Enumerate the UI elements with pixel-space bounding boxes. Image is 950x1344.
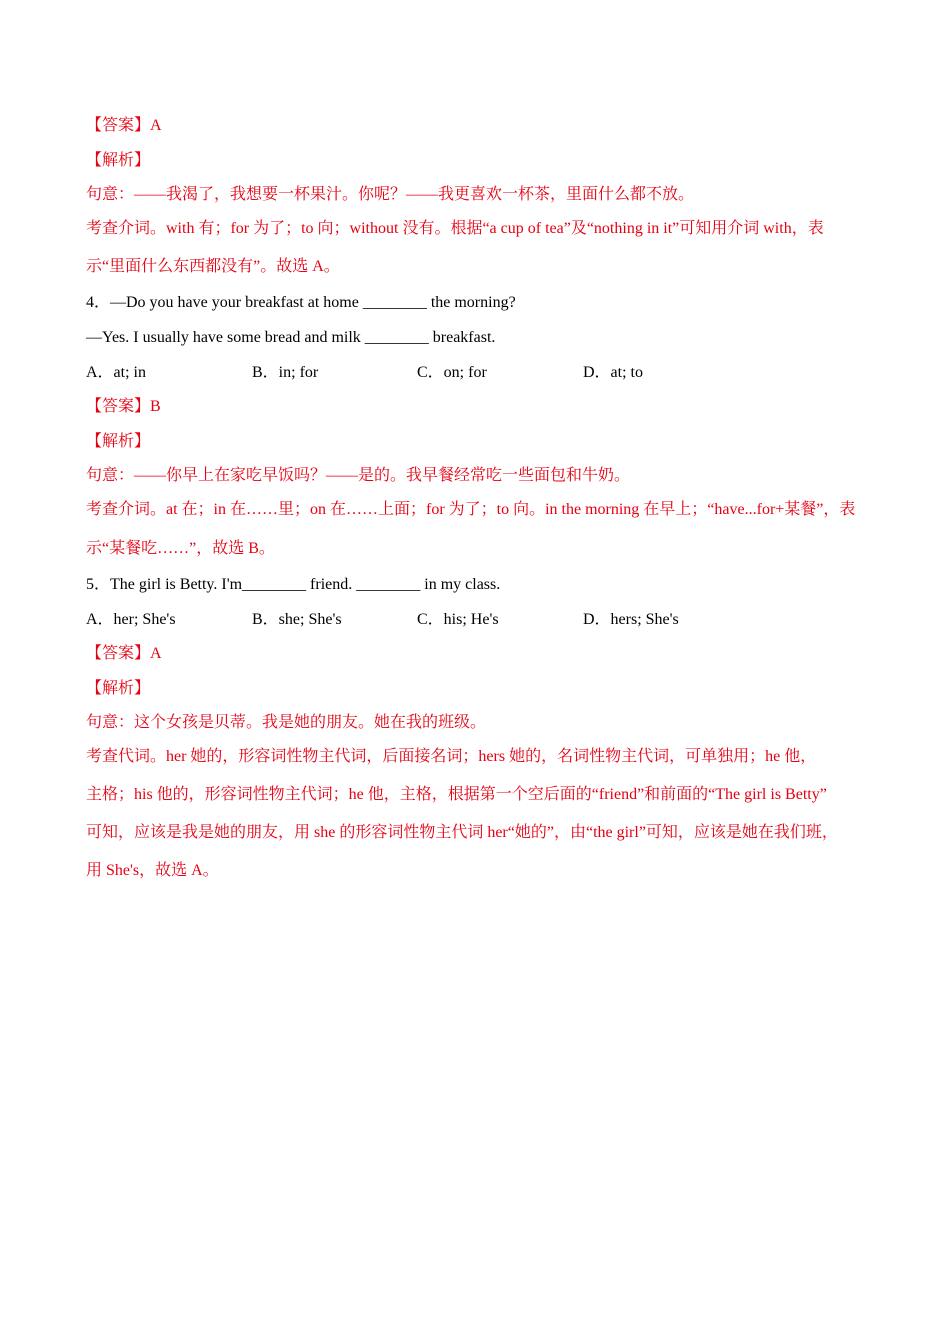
q4-stem-line-1: 4．—Do you have your breakfast at home ________ the morning? — [86, 294, 516, 311]
q3-answer: 【答案】A — [86, 117, 162, 134]
q4-option-a: A．at; in — [86, 364, 146, 381]
q4-option-c: C．on; for — [417, 364, 487, 381]
q5-option-c: C．his; He's — [417, 611, 499, 628]
q4-meaning: 句意：——你早上在家吃早饭吗？——是的。我早餐经常吃一些面包和牛奶。 — [86, 467, 631, 484]
q3-meaning: 句意：——我渴了，我想要一杯果汁。你呢？——我更喜欢一杯茶，里面什么都不放。 — [86, 186, 695, 203]
q5-explanation-line-1: 考查代词。her 她的，形容词性物主代词，后面接名词；hers 她的，名词性物主代词，可单独用；he 他， — [86, 748, 817, 765]
q5-analysis-label: 【解析】 — [86, 680, 151, 697]
q5-meaning: 句意：这个女孩是贝蒂。我是她的朋友。她在我的班级。 — [86, 714, 487, 731]
q5-explanation-line-4: 用 She's，故选 A。 — [86, 862, 219, 879]
q5-option-a: A．her; She's — [86, 611, 176, 628]
q4-answer: 【答案】B — [86, 398, 161, 415]
q3-explanation-line-1: 考查介词。with 有；for 为了；to 向；without 没有。根据“a cup of tea”及“nothing in it”可知用介词 with，表 — [86, 220, 824, 237]
q5-option-b: B．she; She's — [252, 611, 342, 628]
q5-stem: 5．The girl is Betty. I'm________ friend. ________ in my class. — [86, 576, 501, 593]
q5-explanation-line-3: 可知，应该是我是她的朋友，用 she 的形容词性物主代词 her“她的”，由“the girl”可知，应该是她在我们班， — [86, 824, 838, 841]
q4-option-d: D．at; to — [583, 364, 643, 381]
q4-analysis-label: 【解析】 — [86, 433, 151, 450]
q4-stem-line-2: —Yes. I usually have some bread and milk ________ breakfast. — [86, 329, 496, 346]
q4-explanation-line-1: 考查介词。at 在；in 在……里；on 在……上面；for 为了；to 向。in the morning 在早上；“have...for+某餐”，表 — [86, 501, 856, 518]
q5-answer: 【答案】A — [86, 645, 162, 662]
q4-option-b: B．in; for — [252, 364, 319, 381]
q5-explanation-line-2: 主格；his 他的，形容词性物主代词；he 他，主格，根据第一个空后面的“friend”和前面的“The girl is Betty” — [86, 786, 827, 803]
q3-explanation-line-2: 示“里面什么东西都没有”。故选 A。 — [86, 258, 340, 275]
q5-option-d: D．hers; She's — [583, 611, 679, 628]
q3-analysis-label: 【解析】 — [86, 152, 151, 169]
q4-explanation-line-2: 示“某餐吃……”，故选 B。 — [86, 540, 275, 557]
